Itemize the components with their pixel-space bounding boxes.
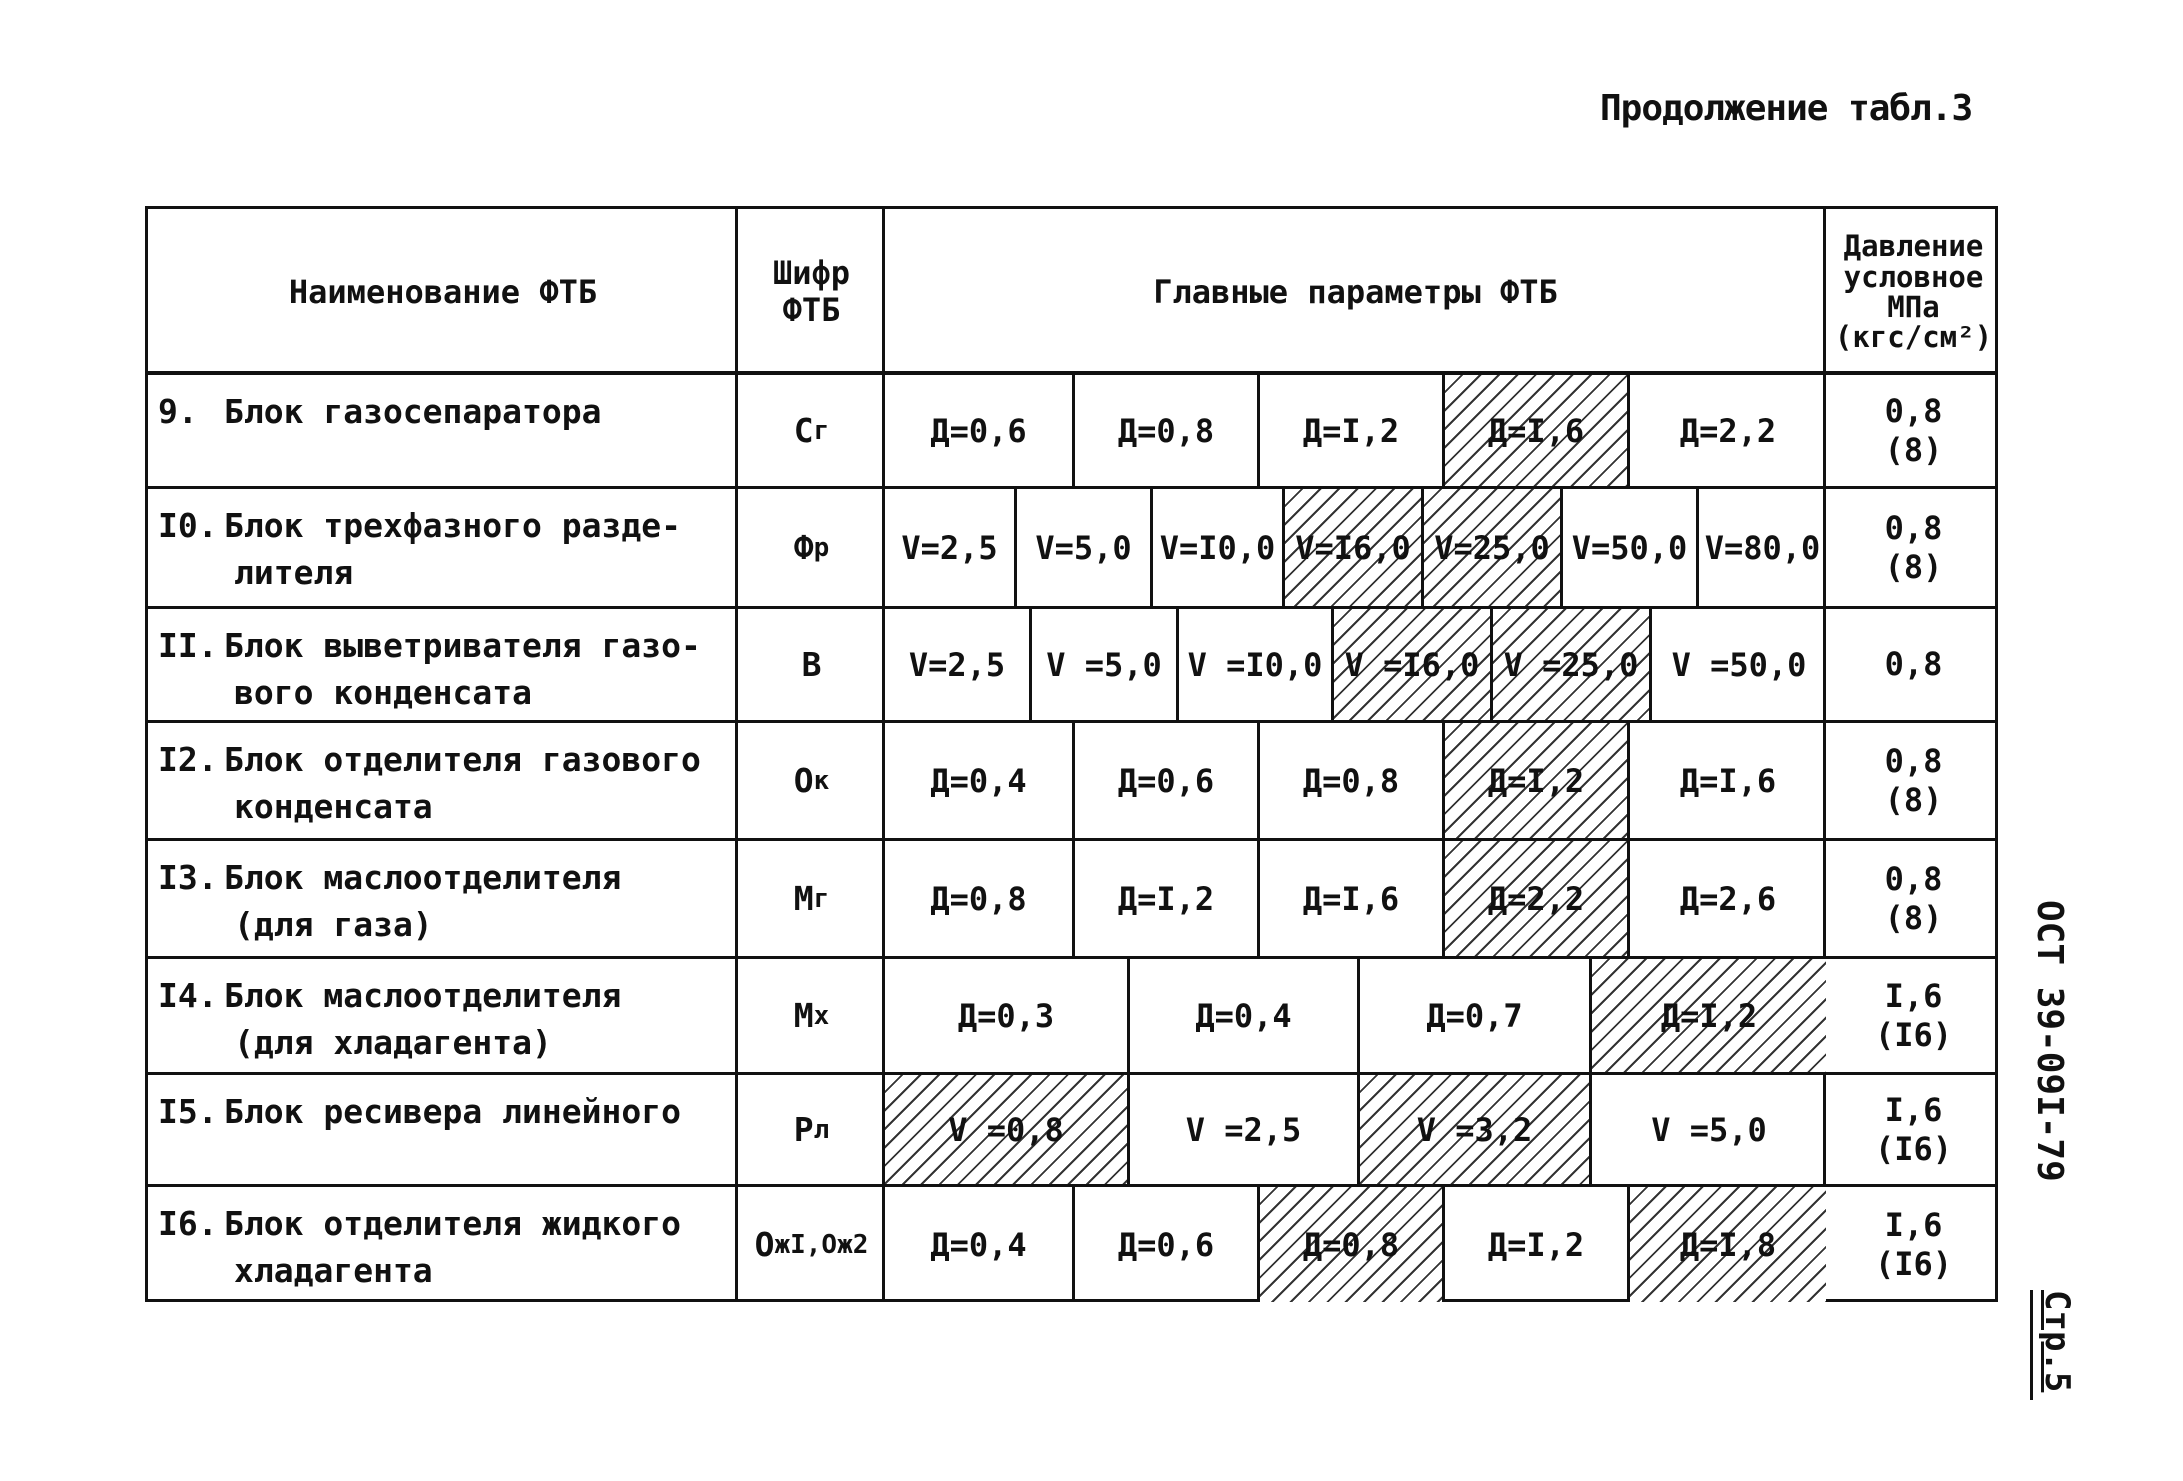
pressure-kgf: (I6) <box>1874 1015 1953 1054</box>
param-value: V=5,0 <box>1035 528 1132 567</box>
param-value: V=50,0 <box>1571 528 1688 567</box>
row-code <box>738 723 885 838</box>
param-value: Д=I,2 <box>1660 996 1758 1035</box>
param-value: Д=0,8 <box>1117 411 1215 450</box>
row-code <box>738 1075 885 1184</box>
table-row <box>148 959 1995 1075</box>
row-code-main: О <box>793 761 814 800</box>
row-code-subscript: г <box>813 415 830 446</box>
param-value: V=2,5 <box>908 645 1006 684</box>
param-cell <box>1360 959 1592 1072</box>
document-code-text: ОСТ 39-09I-79 <box>2029 900 2070 1182</box>
row-name <box>148 489 738 606</box>
param-value: V =5,0 <box>1046 645 1162 684</box>
table-header <box>148 209 1995 375</box>
pressure-kgf: (I6) <box>1874 1129 1953 1168</box>
row-number: I2. <box>158 740 218 779</box>
param-value: V=25,0 <box>1434 528 1550 567</box>
row-code-main: С <box>793 411 814 450</box>
param-cell <box>1153 489 1285 606</box>
row-name-line1 <box>158 855 728 902</box>
param-value: V =0,8 <box>948 1110 1064 1149</box>
param-value: Д=0,4 <box>930 1225 1027 1264</box>
row-name <box>148 609 738 720</box>
row-number: I4. <box>158 976 218 1015</box>
row-code-subscript: жI,О <box>774 1229 838 1260</box>
param-cell <box>885 609 1032 720</box>
param-cell <box>885 959 1130 1072</box>
row-number: I6. <box>158 1204 218 1243</box>
pressure-kgf: (8) <box>1884 780 1943 819</box>
table-row <box>148 489 1995 609</box>
document-code-label <box>2029 900 2078 1182</box>
param-cell-hatched <box>1445 723 1630 838</box>
param-value: V =5,0 <box>1651 1110 1767 1149</box>
param-cell <box>1075 1187 1260 1302</box>
row-code-main: М <box>793 996 814 1035</box>
param-value: V=I6,0 <box>1295 528 1411 567</box>
pressure-kgf: (8) <box>1884 898 1943 937</box>
param-cell <box>1075 723 1260 838</box>
row-name-line2: конденсата <box>234 786 433 826</box>
row-params <box>885 375 1826 486</box>
param-cell <box>1130 1075 1360 1184</box>
pressure-mpa: I,6 <box>1884 1091 1943 1130</box>
row-pressure <box>1826 489 2001 606</box>
param-value: Д=0,7 <box>1426 996 1523 1035</box>
row-name-text: Блок трехфазного разде- <box>224 506 681 545</box>
param-value: V =I6,0 <box>1344 645 1480 684</box>
param-cell-hatched <box>1630 1187 1826 1302</box>
row-name <box>148 1075 738 1184</box>
param-cell-hatched <box>1592 959 1826 1072</box>
row-name-line1 <box>158 1201 728 1248</box>
row-pressure <box>1826 723 2001 838</box>
row-code <box>738 1187 885 1302</box>
param-value: Д=I,2 <box>1302 411 1400 450</box>
param-cell-hatched <box>1260 1187 1445 1302</box>
param-cell-hatched <box>1285 489 1424 606</box>
row-name-line1 <box>158 623 728 670</box>
row-number: I0. <box>158 506 218 545</box>
row-pressure <box>1826 1187 2001 1302</box>
row-code-main: М <box>793 879 814 918</box>
row-pressure <box>1826 609 2001 720</box>
pressure-kgf: (8) <box>1884 430 1943 469</box>
param-cell <box>1032 609 1179 720</box>
row-name-line2: (для газа) <box>234 904 433 944</box>
param-cell <box>885 841 1075 956</box>
row-params <box>885 489 1826 606</box>
param-value: Д=I,2 <box>1487 761 1585 800</box>
param-cell <box>1260 375 1445 486</box>
row-pressure <box>1826 959 2001 1072</box>
page-label <box>2030 1290 2081 1400</box>
param-cell <box>1179 609 1334 720</box>
pressure-mpa: 0,8 <box>1884 742 1943 781</box>
param-cell <box>1260 841 1445 956</box>
param-value: Д=0,8 <box>1302 761 1400 800</box>
param-value: Д=0,6 <box>1117 761 1215 800</box>
param-value: Д=I,2 <box>1117 879 1215 918</box>
param-cell <box>1699 489 1826 606</box>
row-code-subscript: р <box>813 532 830 563</box>
row-number: II. <box>158 626 218 665</box>
param-cell <box>1017 489 1153 606</box>
param-cell <box>885 723 1075 838</box>
param-value: Д=0,4 <box>930 761 1027 800</box>
row-code-subscript: л <box>813 1114 830 1145</box>
param-cell <box>1260 723 1445 838</box>
row-pressure <box>1826 375 2001 486</box>
param-value: V =2,5 <box>1185 1110 1302 1149</box>
header-params: Главные параметры ФТБ <box>1153 272 1558 311</box>
pressure-mpa: 0,8 <box>1884 509 1943 548</box>
row-name-line1 <box>158 1089 728 1136</box>
param-cell <box>1630 841 1826 956</box>
row-name-line2: вого конденсата <box>234 672 533 712</box>
row-pressure <box>1826 1075 2001 1184</box>
param-cell-hatched <box>1334 609 1493 720</box>
row-name-line1 <box>158 389 728 436</box>
header-pressure-line2: условное <box>1843 259 1984 294</box>
table-row <box>148 1075 1995 1187</box>
row-code-subscript-2: ж2 <box>837 1229 869 1260</box>
row-number: I3. <box>158 858 218 897</box>
table-row <box>148 609 1995 723</box>
row-params <box>885 841 1826 956</box>
row-name <box>148 959 738 1072</box>
param-value: Д=I,6 <box>1679 761 1777 800</box>
param-value: Д=0,6 <box>930 411 1027 450</box>
header-code <box>738 209 885 375</box>
param-value: V =I0,0 <box>1187 645 1323 684</box>
param-value: Д=0,3 <box>957 996 1055 1035</box>
row-name-text: Блок выветривателя газо- <box>224 626 701 665</box>
param-value: Д=2,6 <box>1679 879 1777 918</box>
param-value: V=I0,0 <box>1159 528 1276 567</box>
pressure-mpa: I,6 <box>1884 1206 1943 1245</box>
param-value: Д=I,6 <box>1302 879 1400 918</box>
param-value: Д=I,2 <box>1487 1225 1585 1264</box>
row-name-text: Блок ресивера линейного <box>224 1092 681 1131</box>
row-name-line2: хладагента <box>234 1250 433 1290</box>
header-pressure-line1: Давление <box>1843 229 1984 264</box>
param-cell <box>1652 609 1826 720</box>
param-value: V=2,5 <box>901 528 998 567</box>
row-params <box>885 609 1826 720</box>
row-name-line1 <box>158 973 728 1020</box>
row-code <box>738 489 885 606</box>
param-value: V=80,0 <box>1704 528 1821 567</box>
row-name <box>148 723 738 838</box>
table-caption: Продолжение табл.3 <box>1600 88 1973 129</box>
row-params <box>885 1075 1826 1184</box>
param-cell-hatched <box>1445 375 1630 486</box>
param-cell-hatched <box>1493 609 1652 720</box>
table-row <box>148 841 1995 959</box>
row-code-main: В <box>801 645 822 684</box>
row-name <box>148 1187 738 1302</box>
row-params <box>885 959 1826 1072</box>
row-number: 9. <box>158 392 198 431</box>
header-code-line2: ФТБ <box>782 291 841 329</box>
param-value: Д=I,8 <box>1679 1225 1777 1264</box>
param-cell <box>885 1187 1075 1302</box>
param-value: V =25,0 <box>1503 645 1639 684</box>
row-number: I5. <box>158 1092 218 1131</box>
parameters-table <box>145 206 1998 1302</box>
param-cell <box>885 375 1075 486</box>
table-row <box>148 723 1995 841</box>
row-name-text: Блок газосепаратора <box>224 392 602 431</box>
param-cell-hatched <box>1445 841 1630 956</box>
row-code-subscript: г <box>813 883 830 914</box>
table-row <box>148 1187 1995 1302</box>
row-pressure <box>1826 841 2001 956</box>
param-cell <box>885 489 1017 606</box>
header-pressure-line3: МПа <box>1887 290 1940 324</box>
row-params <box>885 1187 1826 1302</box>
page-label-text: Стр.5 <box>2037 1290 2077 1393</box>
row-code-main: О <box>754 1225 775 1264</box>
row-code-main: Ф <box>793 528 814 567</box>
param-value: V =50,0 <box>1671 645 1807 684</box>
param-value: V =3,2 <box>1416 1110 1533 1149</box>
row-name-line2: лителя <box>234 552 354 592</box>
pressure-mpa: 0,8 <box>1884 392 1943 431</box>
header-pressure-line4: (кгс/см²) <box>1834 320 1993 355</box>
row-code <box>738 609 885 720</box>
param-cell-hatched <box>1360 1075 1592 1184</box>
param-value: Д=0,8 <box>1302 1225 1400 1264</box>
row-code-main: Р <box>793 1110 814 1149</box>
param-value: Д=0,6 <box>1117 1225 1215 1264</box>
header-pressure <box>1826 209 2001 375</box>
param-value: Д=0,4 <box>1195 996 1292 1035</box>
pressure-kgf: (I6) <box>1874 1244 1953 1283</box>
param-value: Д=0,8 <box>930 879 1027 918</box>
param-cell <box>1592 1075 1826 1184</box>
pressure-mpa: 0,8 <box>1884 860 1943 899</box>
row-code <box>738 841 885 956</box>
param-cell-hatched <box>1424 489 1563 606</box>
row-code-subscript: к <box>813 765 830 796</box>
row-name-text: Блок маслоотделителя <box>224 858 622 897</box>
row-name-line1 <box>158 737 728 784</box>
param-cell <box>1630 375 1826 486</box>
row-name-text: Блок маслоотделителя <box>224 976 622 1015</box>
param-cell <box>1075 841 1260 956</box>
param-value: Д=2,2 <box>1679 411 1777 450</box>
pressure-mpa: 0,8 <box>1884 645 1943 684</box>
row-params <box>885 723 1826 838</box>
row-name-line1 <box>158 503 728 550</box>
row-code <box>738 375 885 486</box>
pressure-kgf: (8) <box>1884 547 1943 586</box>
param-cell <box>1445 1187 1630 1302</box>
param-cell <box>1075 375 1260 486</box>
row-name-text: Блок отделителя жидкого <box>224 1204 681 1243</box>
row-code-subscript: х <box>813 1000 830 1031</box>
param-cell-hatched <box>885 1075 1130 1184</box>
pressure-mpa: I,6 <box>1884 977 1943 1016</box>
table-row <box>148 375 1995 489</box>
param-value: Д=2,2 <box>1487 879 1585 918</box>
param-cell <box>1630 723 1826 838</box>
row-code <box>738 959 885 1072</box>
row-name-line2: (для хладагента) <box>234 1022 552 1062</box>
header-code-line1: Шифр <box>772 254 851 293</box>
row-name <box>148 375 738 486</box>
param-cell <box>1130 959 1360 1072</box>
param-cell <box>1563 489 1699 606</box>
header-name: Наименование ФТБ <box>288 272 598 311</box>
row-name-text: Блок отделителя газового <box>224 740 701 779</box>
param-value: Д=I,6 <box>1487 411 1585 450</box>
row-name <box>148 841 738 956</box>
